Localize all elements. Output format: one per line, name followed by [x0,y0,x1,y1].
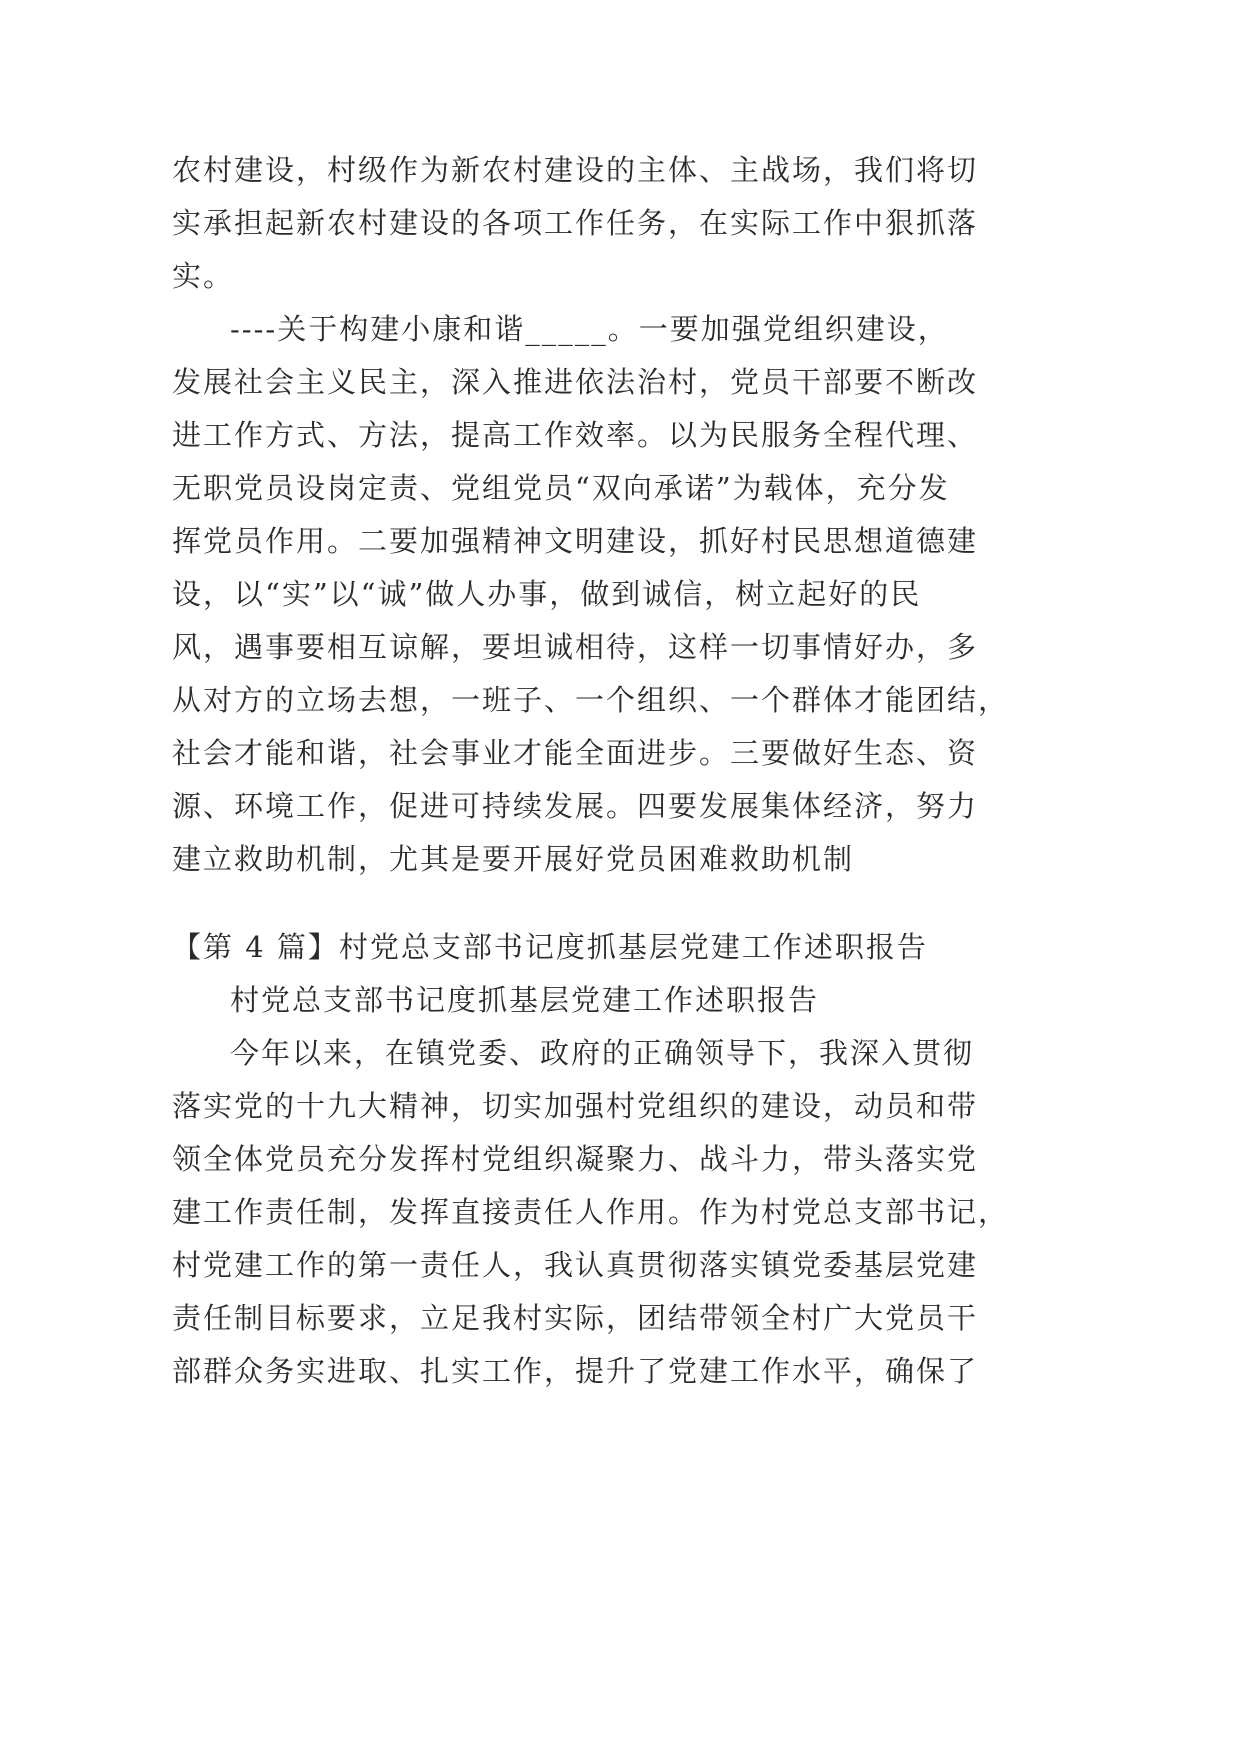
text-line: 部群众务实进取、扎实工作，提升了党建工作水平，确保了 [172,1354,979,1388]
paragraph-harmony [172,303,1010,886]
section-title: 村党总支部书记度抓基层党建工作述职报告 [230,983,820,1017]
text-line: 社会才能和谐，社会事业才能全面进步。三要做好生态、资 [172,736,979,770]
text-line: 今年以来，在镇党委、政府的正确领导下，我深入贯彻 [230,1036,975,1070]
text-line: 农村建设，村级作为新农村建设的主体、主战场，我们将切 [172,153,979,187]
text-line: 实。 [172,259,235,293]
text-line: 风，遇事要相互谅解，要坦诚相待，这样一切事情好办，多 [172,630,979,664]
text-line: 建立救助机制，尤其是要开展好党员困难救助机制 [172,842,855,876]
text-line: 实承担起新农村建设的各项工作任务，在实际工作中狠抓落 [172,206,979,240]
section-heading: 【第 4 篇】村党总支部书记度抓基层党建工作述职报告 [172,930,928,964]
text-line: 从对方的立场去想，一班子、一个组织、一个群体才能团结， [172,683,1010,717]
text-line: 设，以“实”以“诚”做人办事，做到诚信，树立起好的民 [172,577,922,611]
text-line: 建工作责任制，发挥直接责任人作用。作为村党总支部书记， [172,1195,1010,1229]
text-line: 村党建工作的第一责任人，我认真贯彻落实镇党委基层党建 [172,1248,979,1282]
text-line: 责任制目标要求，立足我村实际，团结带领全村广大党员干 [172,1301,979,1335]
text-line: 进工作方式、方法，提高工作效率。以为民服务全程代理、 [172,418,979,452]
paragraph-continuation [172,144,979,303]
text-line: 无职党员设岗定责、党组党员“双向承诺”为载体，充分发 [172,471,950,505]
text-line: 领全体党员充分发挥村党组织凝聚力、战斗力，带头落实党 [172,1142,979,1176]
text-line: 发展社会主义民主，深入推进依法治村，党员干部要不断改 [172,365,979,399]
text-line: ----关于构建小康和谐_____。一要加强党组织建设， [230,312,949,346]
section-4 [172,921,1010,1398]
text-line: 挥党员作用。二要加强精神文明建设，抓好村民思想道德建 [172,524,979,558]
text-line: 源、环境工作，促进可持续发展。四要发展集体经济，努力 [172,789,979,823]
text-line: 落实党的十九大精神，切实加强村党组织的建设，动员和带 [172,1089,979,1123]
